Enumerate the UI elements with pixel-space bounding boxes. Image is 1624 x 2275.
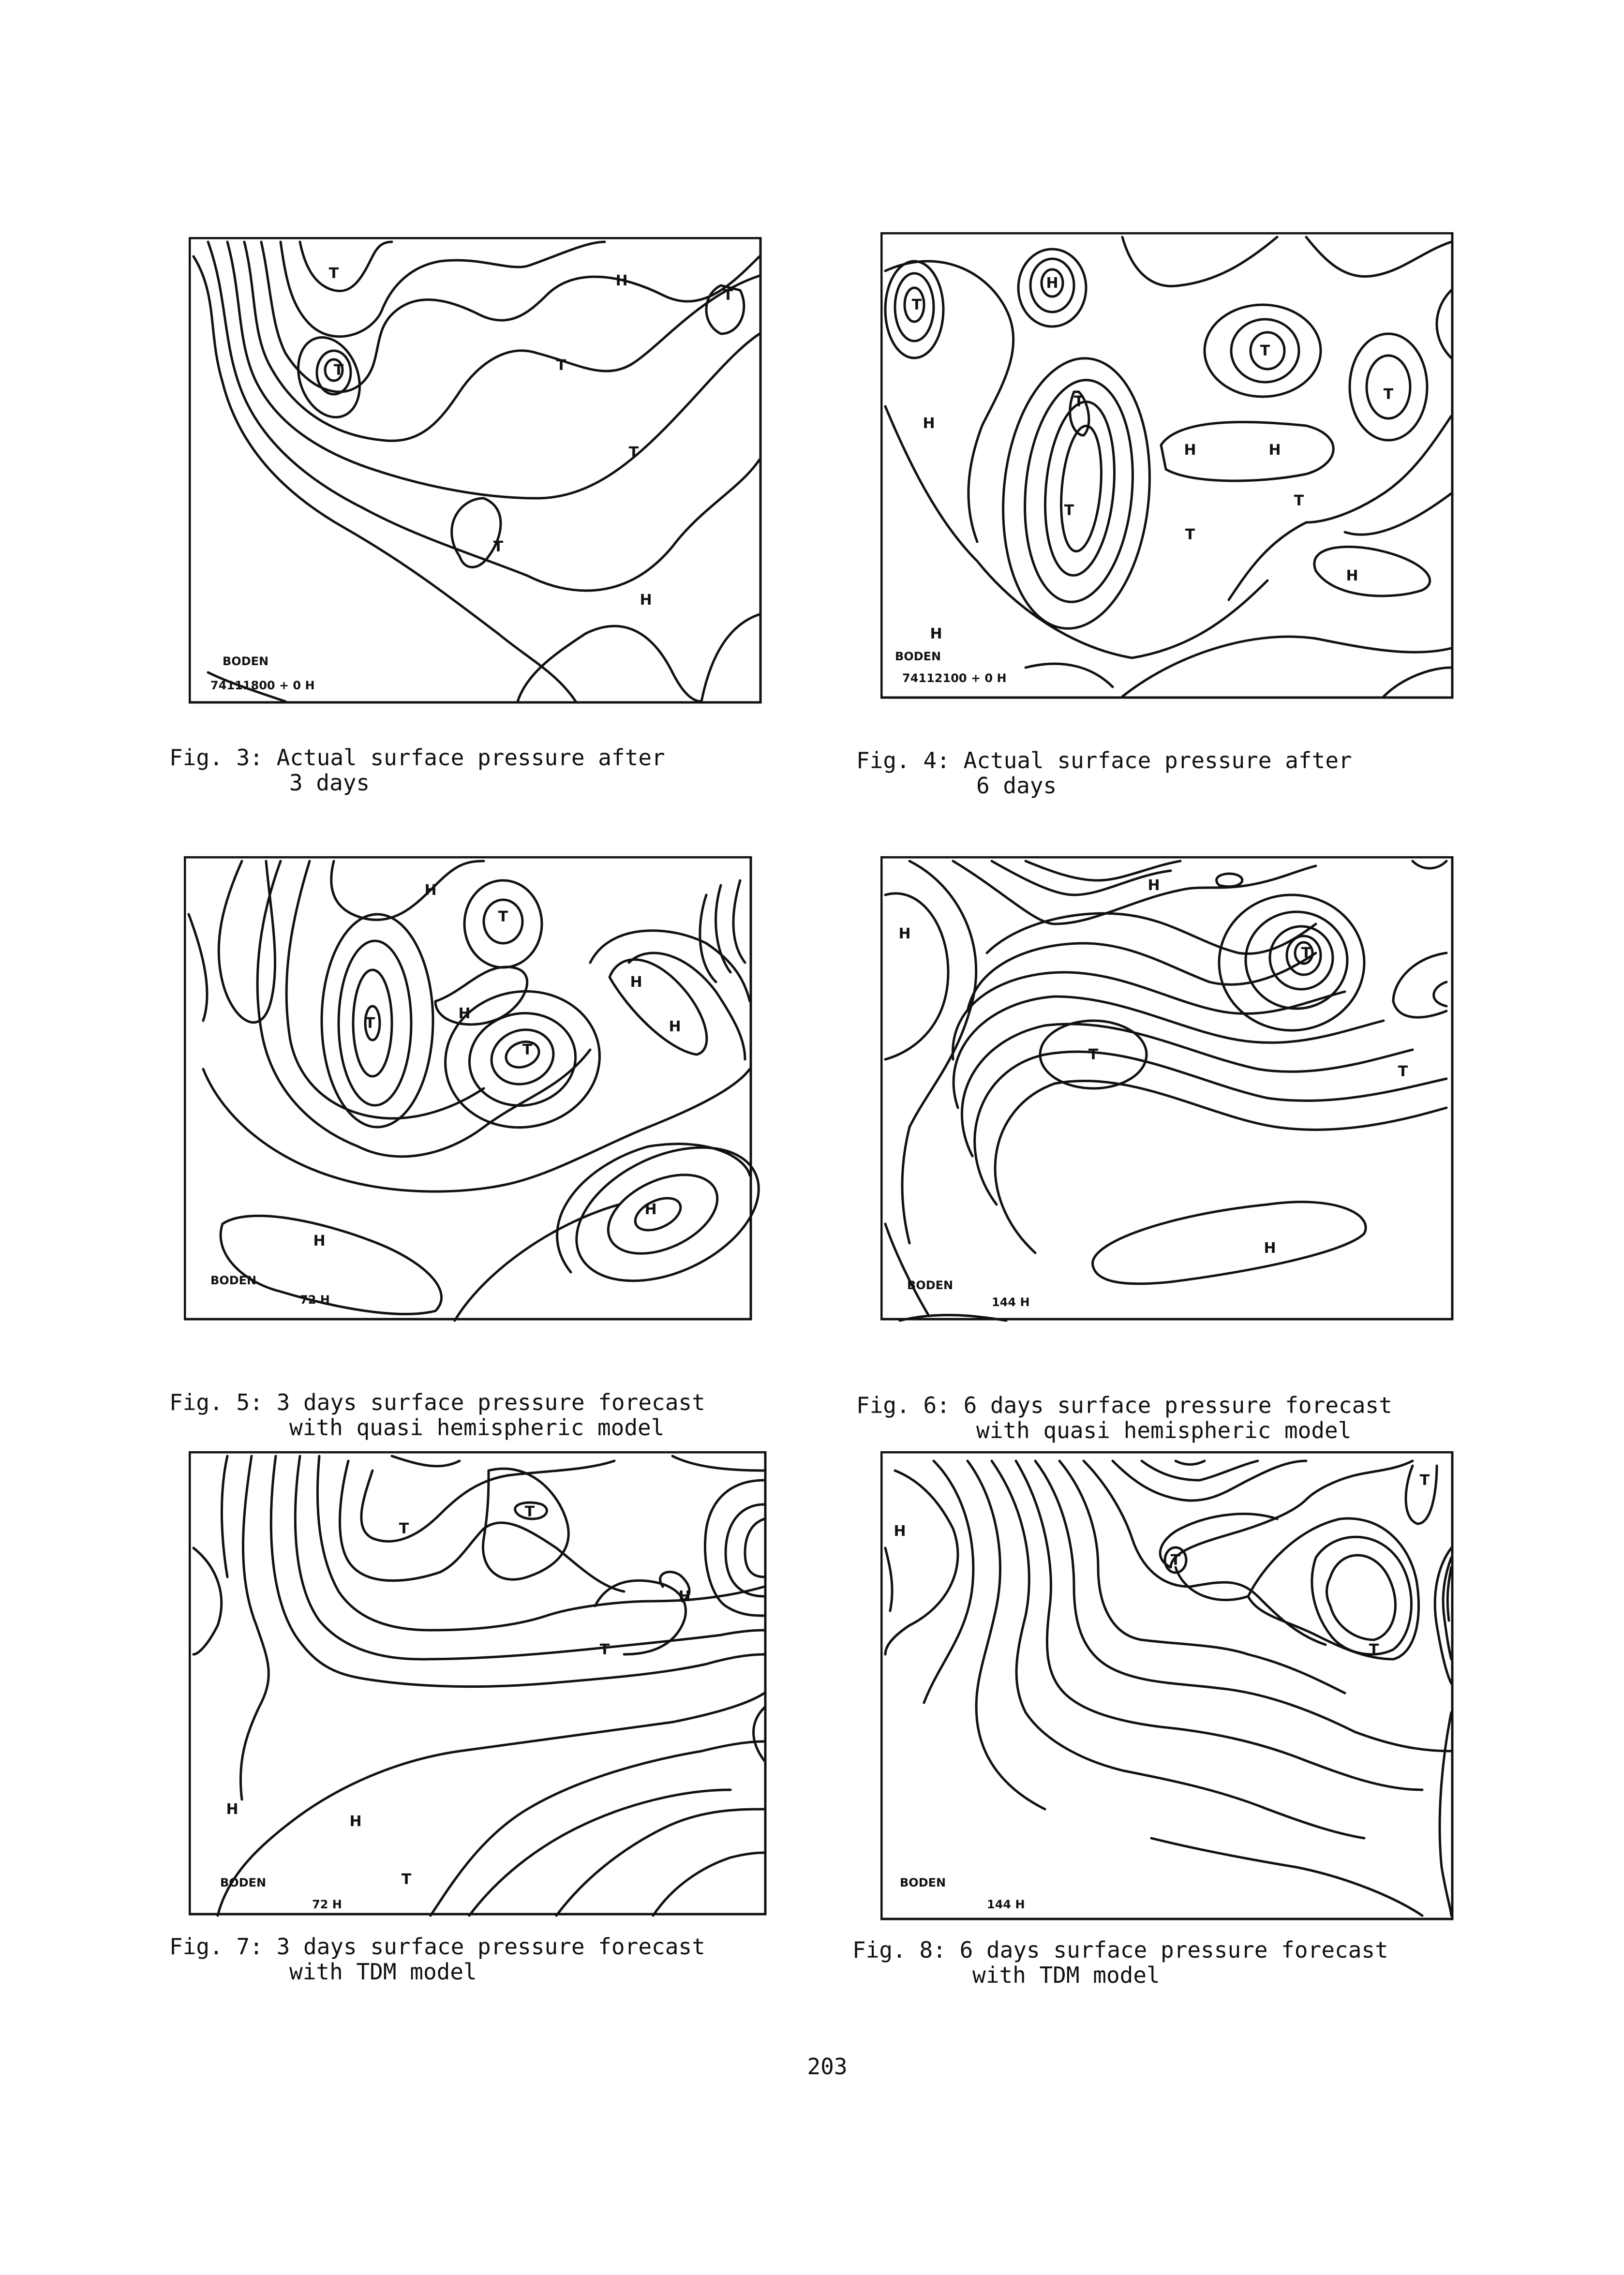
figure-8-map <box>880 1451 1461 1923</box>
low-marker: T <box>723 287 733 304</box>
figure-7-caption-line2 <box>289 1959 477 1984</box>
caption-text: with TDM model <box>289 1959 477 1985</box>
station-label: BODEN <box>907 1279 954 1292</box>
caption-text: Actual surface pressure after <box>963 747 1352 773</box>
pressure-contour-map <box>189 237 769 706</box>
caption-text: with TDM model <box>972 1962 1160 1988</box>
low-marker: T <box>333 362 344 379</box>
low-marker: T <box>1170 1552 1181 1569</box>
figure-5-caption-line2 <box>289 1415 664 1440</box>
station-label: BODEN <box>900 1876 946 1889</box>
figure-6-caption <box>856 1393 1392 1418</box>
figure-label: Fig. 5: <box>169 1389 263 1415</box>
high-marker: H <box>226 1801 238 1818</box>
figure-6-map <box>880 856 1461 1325</box>
high-marker: H <box>458 1005 471 1022</box>
pressure-contour-map <box>184 856 764 1325</box>
figure-label: Fig. 6: <box>856 1392 950 1418</box>
high-marker: H <box>1268 442 1281 459</box>
figure-4-caption <box>856 748 1352 773</box>
low-marker: T <box>1185 526 1195 543</box>
figure-label: Fig. 8: <box>852 1937 946 1963</box>
caption-text: 6 days surface pressure forecast <box>963 1392 1392 1418</box>
figure-5-caption <box>169 1390 705 1415</box>
low-marker: T <box>1419 1472 1430 1489</box>
high-marker: H <box>313 1233 326 1249</box>
pressure-contour-map <box>880 232 1461 704</box>
low-marker: T <box>1383 386 1394 403</box>
low-marker: T <box>1398 1063 1408 1080</box>
low-marker: T <box>522 1041 533 1058</box>
low-marker: T <box>401 1871 412 1888</box>
low-marker: T <box>365 1015 375 1032</box>
caption-text: 6 days surface pressure forecast <box>959 1937 1388 1963</box>
low-marker: T <box>493 538 504 555</box>
high-marker: H <box>424 882 437 899</box>
low-marker: T <box>1369 1641 1379 1658</box>
high-marker: H <box>669 1018 681 1035</box>
low-marker: T <box>599 1641 610 1658</box>
caption-text: with quasi hemispheric model <box>289 1414 665 1441</box>
low-marker: T <box>498 908 508 925</box>
figure-label: Fig. 4: <box>856 747 950 773</box>
caption-text: with quasi hemispheric model <box>976 1417 1352 1443</box>
high-marker: H <box>898 925 911 942</box>
timestamp-label: 74112100 + 0 H <box>902 671 1007 685</box>
figure-5-map <box>184 856 764 1325</box>
low-marker: T <box>328 265 339 282</box>
low-marker: T <box>1294 492 1304 509</box>
caption-text: 3 days <box>289 770 370 796</box>
figure-3-map <box>189 237 769 706</box>
low-marker: T <box>399 1520 409 1537</box>
timestamp-label: 72 H <box>312 1898 342 1911</box>
high-marker: H <box>894 1523 906 1540</box>
low-marker: T <box>524 1503 535 1520</box>
low-marker: T <box>628 444 639 461</box>
figure-4-caption-line2 <box>976 773 1057 798</box>
low-marker: T <box>1301 945 1311 962</box>
low-marker: T <box>1260 342 1270 359</box>
pressure-contour-map <box>880 856 1461 1325</box>
page-number: 203 <box>807 2053 848 2080</box>
high-marker: H <box>630 974 642 991</box>
high-marker: H <box>349 1813 362 1830</box>
high-marker: H <box>615 272 628 289</box>
figure-4-map <box>880 232 1461 704</box>
caption-text: 3 days surface pressure forecast <box>276 1933 705 1960</box>
station-label: BODEN <box>223 654 269 668</box>
station-label: BODEN <box>210 1274 257 1287</box>
figure-7-map <box>189 1451 774 1920</box>
low-marker: T <box>1064 502 1074 519</box>
high-marker: H <box>1046 275 1058 292</box>
timestamp-label: 144 H <box>992 1295 1030 1309</box>
pressure-contour-map <box>189 1451 774 1920</box>
high-marker: H <box>678 1588 691 1605</box>
figure-3-caption <box>169 745 665 770</box>
high-marker: H <box>923 415 935 432</box>
high-marker: H <box>1184 442 1196 459</box>
high-marker: H <box>644 1201 657 1218</box>
figure-6-caption-line2 <box>976 1418 1351 1443</box>
figure-7-caption <box>169 1934 705 1959</box>
station-label: BODEN <box>220 1876 267 1889</box>
pressure-contour-map <box>880 1451 1461 1923</box>
timestamp-label: 72 H <box>300 1293 330 1307</box>
low-marker: T <box>1088 1046 1099 1063</box>
timestamp-label: 74111800 + 0 H <box>210 679 315 692</box>
low-marker: T <box>556 357 566 374</box>
figure-8-caption <box>852 1937 1388 1963</box>
timestamp-label: 144 H <box>987 1898 1025 1911</box>
high-marker: H <box>1147 877 1160 894</box>
figure-3-caption-line2 <box>289 770 370 795</box>
high-marker: H <box>930 625 942 642</box>
caption-text: 3 days surface pressure forecast <box>276 1389 705 1415</box>
high-marker: H <box>1264 1240 1276 1257</box>
figure-8-caption-line2 <box>972 1963 1160 1988</box>
caption-text: 6 days <box>976 773 1057 799</box>
station-label: BODEN <box>895 650 941 663</box>
figure-label: Fig. 3: <box>169 744 263 771</box>
high-marker: H <box>640 592 652 609</box>
high-marker: H <box>1346 567 1358 584</box>
low-marker: T <box>1073 393 1084 410</box>
low-marker: T <box>911 297 922 313</box>
figure-label: Fig. 7: <box>169 1933 263 1960</box>
caption-text: Actual surface pressure after <box>276 744 665 771</box>
